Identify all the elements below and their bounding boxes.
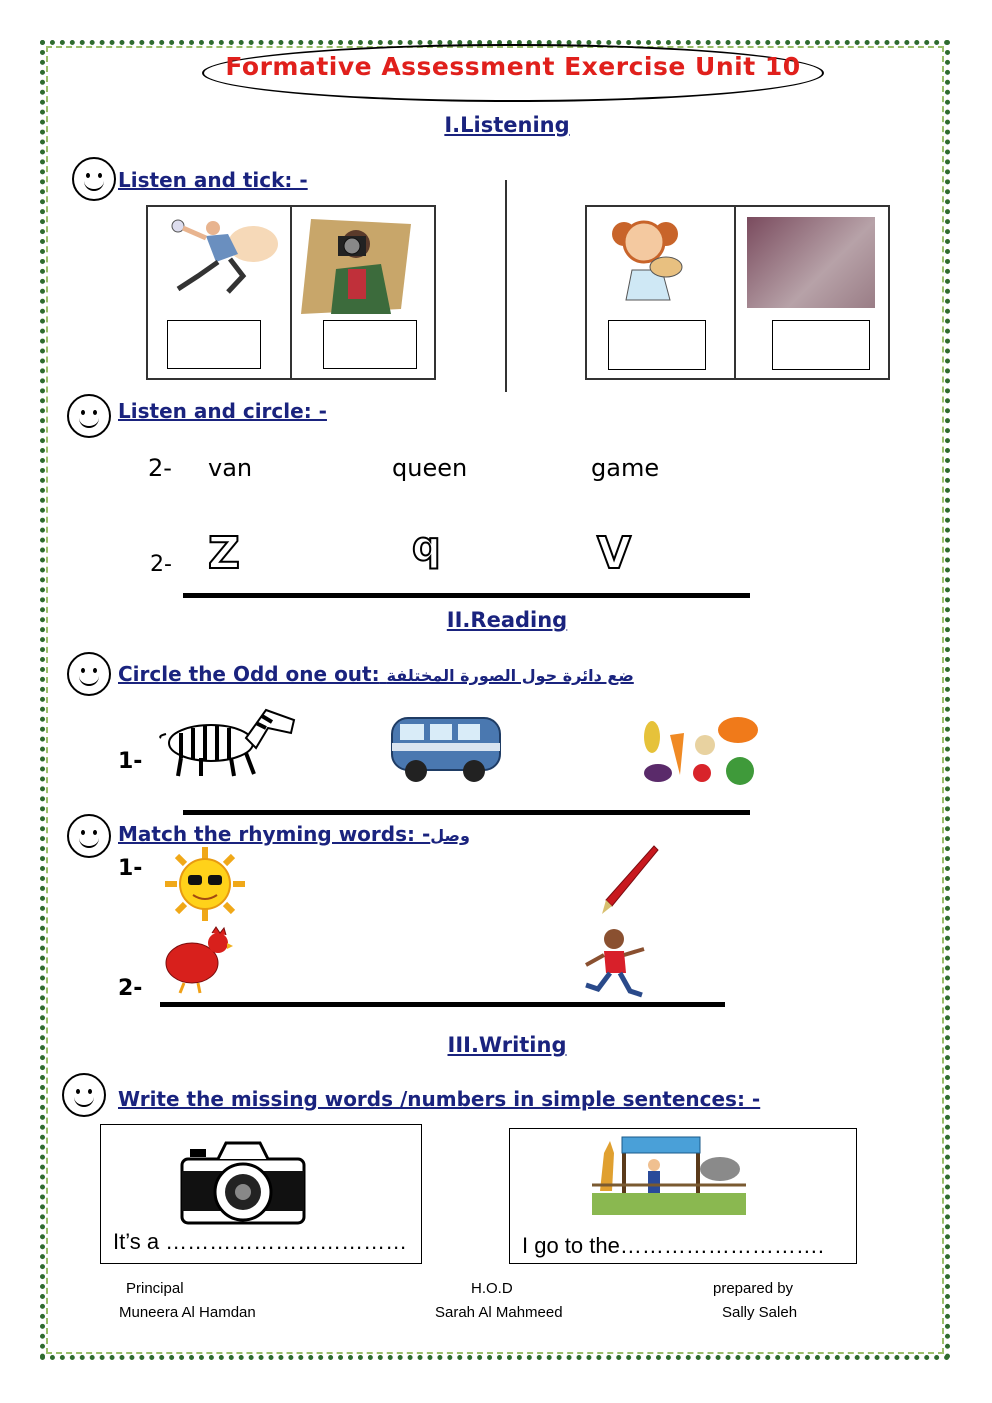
item-number: 2- — [150, 552, 172, 577]
writing-heading: III.Writing — [447, 1033, 567, 1057]
tick-divider — [290, 205, 292, 380]
smiley-icon — [62, 1073, 106, 1117]
child-playing-photo — [747, 217, 875, 308]
hen-image[interactable] — [160, 925, 234, 995]
sentence-1[interactable]: It’s a …………………………… — [113, 1229, 408, 1254]
camera-image — [178, 1137, 308, 1229]
prepared-name: Sally Saleh — [722, 1304, 798, 1321]
vegetables-image[interactable] — [640, 715, 764, 785]
tick-instruction: Listen and tick: - — [118, 168, 308, 192]
zebra-image[interactable] — [156, 698, 301, 778]
match-instruction — [118, 822, 470, 846]
tick-box[interactable] — [167, 320, 261, 369]
tick-divider — [734, 205, 736, 380]
letter-option[interactable]: q — [412, 524, 441, 570]
page-title: Formative Assessment Exercise Unit 10 — [225, 52, 801, 81]
smiley-icon — [67, 394, 111, 438]
odd-instruction-ar: ضع دائرة حول الصورة المختلفة — [386, 666, 634, 685]
item-number: 1- — [118, 749, 143, 774]
letter-option[interactable]: V — [597, 528, 632, 579]
odd-instruction-en: Circle the Odd one out: — [118, 662, 380, 686]
sun-image[interactable] — [160, 845, 250, 923]
word-option[interactable]: queen — [392, 454, 468, 482]
center-divider — [505, 180, 507, 392]
hod-label: H.O.D — [471, 1280, 513, 1297]
match-instruction-ar: وصل — [430, 826, 470, 845]
zoo-image — [592, 1133, 746, 1217]
word-option[interactable]: game — [591, 454, 660, 482]
prepared-label: prepared by — [713, 1280, 794, 1297]
writing-instruction: Write the missing words /numbers in simple sentences: - — [118, 1087, 761, 1111]
tick-box[interactable] — [608, 320, 706, 370]
section-separator — [183, 593, 750, 598]
section-separator — [183, 810, 750, 815]
listening-heading: I.Listening — [444, 113, 570, 137]
letter-option[interactable]: Z — [208, 528, 240, 579]
reading-heading: II.Reading — [446, 608, 568, 632]
handball-player-image — [158, 214, 278, 296]
circle-instruction: Listen and circle: - — [118, 399, 327, 423]
running-boy-image[interactable] — [572, 925, 656, 999]
smiley-icon — [72, 157, 116, 201]
item-number: 1- — [118, 856, 143, 881]
principal-name: Muneera Al Hamdan — [119, 1304, 256, 1321]
item-number: 2- — [148, 454, 172, 482]
hod-name: Sarah Al Mahmeed — [435, 1304, 563, 1321]
word-option[interactable]: van — [208, 454, 253, 482]
smiley-icon — [67, 652, 111, 696]
smiley-icon — [67, 814, 111, 858]
van-image[interactable] — [388, 713, 504, 785]
section-separator — [160, 1002, 725, 1007]
sentence-2[interactable]: I go to the………………………. — [522, 1233, 824, 1258]
pen-image[interactable] — [598, 842, 662, 918]
item-number: 2- — [118, 976, 143, 1001]
photographer-image — [296, 214, 418, 318]
odd-instruction — [118, 662, 634, 686]
tick-box[interactable] — [772, 320, 870, 370]
principal-label: Principal — [126, 1280, 184, 1297]
match-instruction-en: Match the rhyming words: - — [118, 822, 431, 846]
tick-box[interactable] — [323, 320, 417, 369]
girl-eating-image — [604, 212, 694, 304]
